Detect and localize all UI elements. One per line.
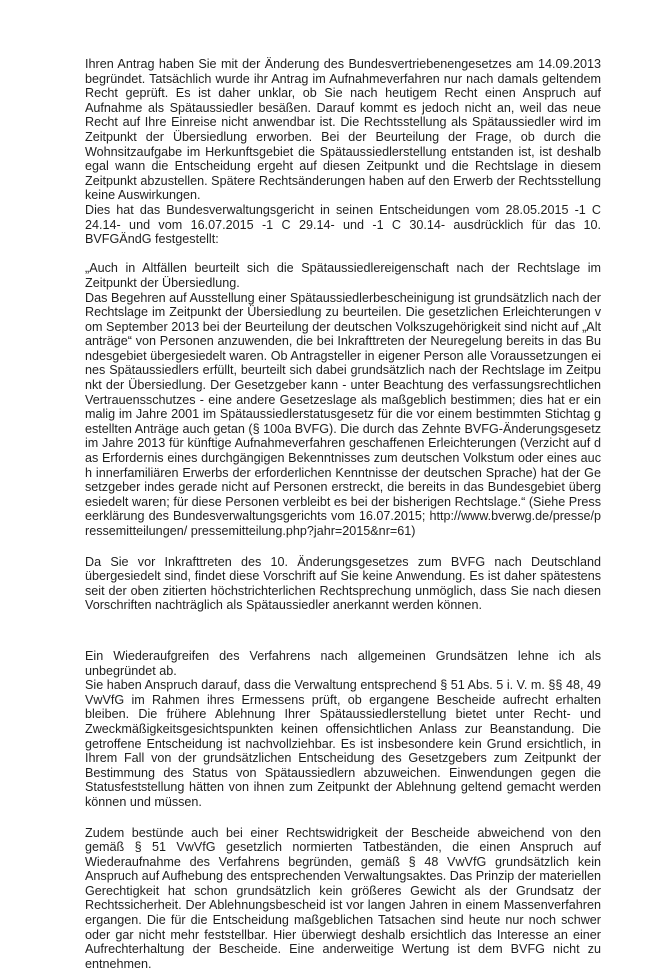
quote-heading: „Auch in Altfällen beurteilt sich die Spätaussiedlereigenschaft nach der Rechtslage im Zeitpunkt der Übersiedlung. — [85, 261, 601, 290]
paragraph-application-date: Ihren Antrag haben Sie mit der Änderung des Bundesvertriebenengesetzes am 14.09.2013 begründet. Tatsächlich wurde ihr Antrag im Aufnahmeverfahren nur nach damals geltendem Recht geprüft. Es ist daher unklar, ob Sie nach heutigem Recht einen Anspruch auf Aufnahme als Spätaussiedler besäßen. Darauf kommt es jedoch nicht an, weil das neue Recht auf Ihre Einreise nicht anwendbar ist. Die Rechtsstellung als Spätaussiedler wird im Zeitpunkt der Übersiedlung erworben. Bei der Beurteilung der Frage, ob durch die Wohnsitzaufgabe im Herkunftsgebiet die Spätaussiedlerstellung entstanden ist, ist deshalb egal wann die Entscheidung ergeht auf diesen Zeitpunkt und die Rechtslage in diesem Zeitpunkt abzustellen. Spätere Rechtsänderungen haben auf den Erwerb der Rechtsstellung keine Auswirkungen. — [85, 57, 601, 203]
spacer — [85, 539, 601, 555]
paragraph-reopening-rejected: Ein Wiederaufgreifen des Verfahrens nach allgemeinen Grundsätzen lehne ich als unbegründet ab. — [85, 649, 601, 678]
paragraph-court-decisions: Dies hat das Bundesverwaltungsgericht in seinen Entscheidungen vom 28.05.2015 -1 C 24.14- und vom 16.07.2015 -1 C 29.14- und -1 C 30.14- ausdrücklich für das 10. BVFGÄndG festgestellt: — [85, 203, 601, 247]
quote-body: Das Begehren auf Ausstellung einer Spätaussiedlerbescheinigung ist grundsätzlich nach der Rechtslage im Zeitpunkt der Übersiedlung zu beurteilen. Die gesetzlichen Erleichterungen vom September 2013 bei der Beurteilung der deutschen Volkszugehörigkeit sind nicht auf „Altanträge“ von Personen anzuwenden, die bei Inkrafttreten der Neuregelung bereits in das Bundesgebiet übergesiedelt waren. Ob Antragsteller in eigener Person alle Voraussetzungen eines Spätaussiedlers erfüllt, beurteilt sich dabei grundsätzlich nach der Rechtslage im Zeitpunkt der Übersiedlung. Der Gesetzgeber kann - unter Beachtung des verfassungsrechtlichen Vertrauensschutzes - eine andere Gesetzeslage als maßgeblich bestimmen; dies hat er einmalig im Jahre 2001 im Spätaussiedlerstatusgesetz für die vor einem bestimmten Stichtag gestellten Anträge auch getan (§ 100a BVFG). Die durch das Zehnte BVFG-Änderungsgesetz im Jahre 2013 für künftige Aufnahmeverfahren geschaffenen Erleichterungen (Verzicht auf das Erfordernis eines durchgängigen Bekenntnisses zum deutschen Volkstum oder eines auch innerfamiliären Erwerbs der erforderlichen Kenntnisse der deutschen Sprache) hat der Gesetzgeber indes gerade nicht auf Personen erstreckt, die bereits in das Bundesgebiet übergesiedelt waren; für diese Personen verbleibt es bei der bisherigen Rechtslage.“ (Siehe Presseerklärung des Bundesverwaltungsgerichts vom 16.07.2015; http://www.bverwg.de/presse/pressemitteilungen/ pressemitteilung.php?jahr=2015&nr=61) — [85, 291, 601, 539]
spacer — [85, 247, 601, 262]
paragraph-not-applicable: Da Sie vor Inkrafttreten des 10. Änderungsgesetzes zum BVFG nach Deutschland übergesiedelt sind, findet diese Vorschrift auf Sie keine Anwendung. Es ist daher spätestens seit der oben zitierten höchstrichterlichen Rechtsprechung unmöglich, dass Sie nach diesen Vorschriften nachträglich als Spätaussiedler anerkannt werden können. — [85, 555, 601, 613]
spacer — [85, 613, 601, 649]
paragraph-legal-certainty: Zudem bestünde auch bei einer Rechtswidrigkeit der Bescheide abweichend von den gemäß § 51 VwVfG gesetzlich normierten Tatbeständen, die einen Anspruch auf Wiederaufnahme des Verfahrens begründen, gemäß § 48 VwVfG grundsätzlich kein Anspruch auf Aufhebung des entsprechenden Verwaltungsaktes. Das Prinzip der materiellen Gerechtigkeit hat schon grundsätzlich kein größeres Gewicht als der Grundsatz der Rechtssicherheit. Der Ablehnungsbescheid ist vor langen Jahren in einem Massenverfahren ergangen. Die für die Entscheidung maßgeblichen Tatsachen sind heute nur noch schwer oder gar nicht mehr feststellbar. Hier überwiegt deshalb ersichtlich das Interesse an einer Aufrechterhaltung der Bescheide. Eine anderweitige Wertung ist dem BVFG nicht zu entnehmen. — [85, 826, 601, 971]
document-page — [85, 57, 601, 971]
spacer — [85, 810, 601, 826]
paragraph-discretion-review: Sie haben Anspruch darauf, dass die Verwaltung entsprechend § 51 Abs. 5 i. V. m. §§ 48, 49 VwVfG im Rahmen ihres Ermessens prüft, ob ergangene Bescheide aufrecht erhalten bleiben. Die frühere Ablehnung Ihrer Spätaussiedlerstellung bietet unter Recht- und Zweckmäßigkeitsgesichtspunkten keinen offensichtlichen Anlass zur Beanstandung. Die getroffene Entscheidung ist nachvollziehbar. Es ist insbesondere kein Grund ersichtlich, in Ihrem Fall von der grundsätzlichen Entscheidung des Gesetzgebers zum Zeitpunkt der Bestimmung des Status von Spätaussiedlern abzuweichen. Einwendungen gegen die Statusfeststellung hätten von ihnen zum Zeitpunkt der Ablehnung geltend gemacht werden können und müssen. — [85, 678, 601, 809]
